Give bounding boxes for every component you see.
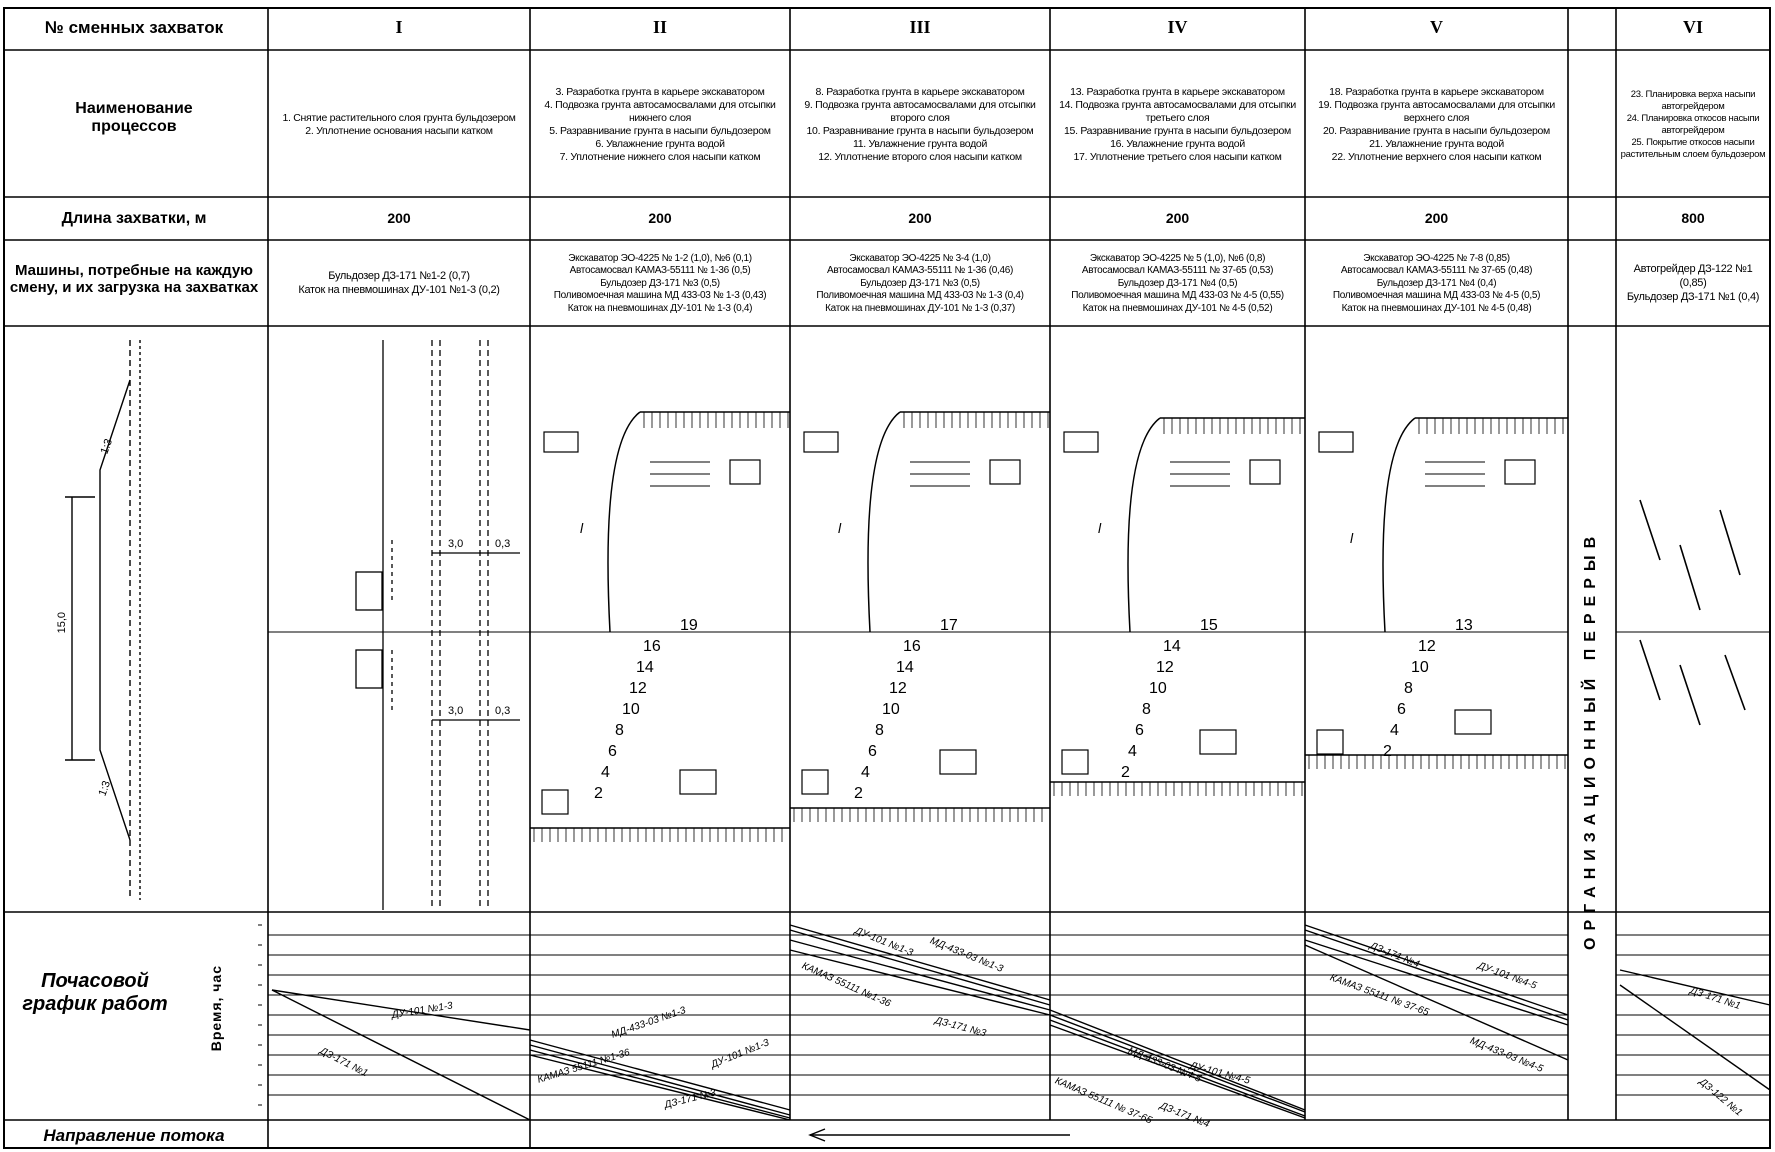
schedule-label: МД-433-03 №4-5 xyxy=(1468,1035,1545,1075)
pass-number: 12 xyxy=(1156,659,1174,676)
shift-number-1: I xyxy=(395,17,403,37)
shift-number-5: V xyxy=(1430,17,1443,37)
pass-number: 4 xyxy=(601,764,610,781)
shift-number-4: IV xyxy=(1167,17,1188,37)
dim-a-top: 3,0 xyxy=(448,538,464,550)
shift-number-2: II xyxy=(652,17,667,37)
pass-number: 2 xyxy=(1121,764,1130,781)
pass-number: 6 xyxy=(1397,701,1406,718)
schedule-label: МД-433-03 №4-5 xyxy=(1126,1045,1203,1085)
pass-number: 10 xyxy=(1149,680,1167,697)
roller-icon xyxy=(1455,710,1491,734)
excavator-icon xyxy=(730,460,760,484)
machine-item: Экскаватор ЭО-4225 № 5 (1,0), №6 (0,8) xyxy=(1089,252,1266,264)
processes-4 xyxy=(1054,56,1301,194)
process-item: 19. Подвозка грунта автосамосвалами для отсыпки верхнего слоя xyxy=(1318,98,1555,124)
schedule-label: ДЗ-171 №4 xyxy=(1368,940,1421,971)
process-item: 13. Разработка грунта в карьере экскаватором xyxy=(1070,85,1285,98)
ln-label: l xyxy=(580,520,584,536)
process-item: 17. Уплотнение третьего слоя насыпи катком xyxy=(1073,151,1282,164)
schedule-label: ДЗ-122 №1 xyxy=(1696,1076,1745,1119)
machine-item: Бульдозер ДЗ-171 №1-2 (0,7) xyxy=(328,270,470,283)
dim-b-top: 0,3 xyxy=(495,538,511,550)
pass-number: 2 xyxy=(594,785,603,802)
dump-truck-icon xyxy=(1319,432,1353,452)
machines-1 xyxy=(271,244,527,324)
process-item: 24. Планировка откосов насыпи автогрейдером xyxy=(1626,113,1760,136)
process-item: 3. Разработка грунта в карьере экскаватором xyxy=(555,85,765,98)
excavator-icon xyxy=(990,460,1020,484)
water-truck-icon xyxy=(542,790,568,814)
pass-number: 2 xyxy=(854,785,863,802)
pass-number: 8 xyxy=(1404,680,1413,697)
process-item: 2. Уплотнение основания насыпи катком xyxy=(305,125,493,137)
processes-1 xyxy=(272,56,526,194)
shift-number-3: III xyxy=(909,17,931,37)
header-shift-number: № сменных захваток xyxy=(44,18,224,37)
pass-number: 6 xyxy=(608,743,617,760)
pass-number: 16 xyxy=(643,638,661,655)
process-item: 9. Подвозка грунта автосамосвалами для отсыпки второго слоя xyxy=(804,98,1036,124)
process-item: 5. Разравнивание грунта в насыпи бульдозером xyxy=(549,125,771,137)
process-item: 18. Разработка грунта в карьере экскаватором xyxy=(1329,85,1544,98)
machines-4 xyxy=(1053,244,1302,324)
pass-number: 14 xyxy=(636,659,654,676)
dump-truck-icon xyxy=(1064,432,1098,452)
schedule-label: КАМАЗ 55111 № 37-65 xyxy=(1053,1075,1154,1127)
machines-6 xyxy=(1619,244,1767,324)
ln-label: l xyxy=(1350,530,1354,546)
pass-number: 12 xyxy=(889,680,907,697)
roller-icon xyxy=(1200,730,1236,754)
schedule-label: ДЗ-171 №1 xyxy=(317,1045,370,1080)
water-truck-icon xyxy=(1317,730,1343,754)
machine-item: Бульдозер ДЗ-171 №3 (0,5) xyxy=(860,277,980,289)
machine-item: Каток на пневмошинах ДУ-101 № 4-5 (0,52) xyxy=(1082,302,1273,314)
pass-number: 4 xyxy=(861,764,870,781)
pass-number: 10 xyxy=(882,701,900,718)
machine-item: Автосамосвал КАМАЗ-55111 № 1-36 (0,46) xyxy=(826,265,1014,277)
schedule-label: КАМАЗ 55111 № 37-65 xyxy=(1328,972,1431,1019)
header-hourly-schedule: Почасовой график работ xyxy=(22,970,168,1015)
pass-number: 17 xyxy=(940,617,958,634)
dump-truck-icon xyxy=(804,432,838,452)
length-4: 200 xyxy=(1165,210,1190,226)
pass-number: 4 xyxy=(1390,722,1399,739)
processes-5 xyxy=(1309,56,1564,194)
excavator-icon xyxy=(1505,460,1535,484)
process-item: 11. Увлажнение грунта водой xyxy=(852,138,988,151)
machine-item: Автосамосвал КАМАЗ-55111 № 1-36 (0,5) xyxy=(569,265,751,277)
pass-number: 8 xyxy=(1142,701,1151,718)
schedule-label: ДУ-101 №1-3 xyxy=(853,925,915,959)
pass-number: 6 xyxy=(868,743,877,760)
pass-number: 10 xyxy=(1411,659,1429,676)
schedule-lines xyxy=(272,925,1770,1141)
machines-3 xyxy=(793,244,1047,324)
schedule-label: КАМАЗ 55111 №1-36 xyxy=(800,960,893,1010)
pass-number: 8 xyxy=(615,722,624,739)
machine-item: Экскаватор ЭО-4225 № 1-2 (1,0), №6 (0,1) xyxy=(568,252,752,264)
length-3: 200 xyxy=(908,210,932,226)
process-item: 16. Увлажнение грунта водой xyxy=(1110,138,1245,151)
machine-item: Поливомоечная машина МД 433-03 № 1-3 (0,4) xyxy=(816,290,1024,302)
machine-item: Поливомоечная машина МД 433-03 № 1-3 (0,43) xyxy=(553,290,767,302)
machine-item: Каток на пневмошинах ДУ-101 № 1-3 (0,37) xyxy=(825,302,1015,314)
pass-number: 6 xyxy=(1135,722,1144,739)
process-item: 20. Разравнивание грунта в насыпи бульдозером xyxy=(1323,125,1550,137)
header-machines: Машины, потребные на каждую смену, и их загрузка на захватках xyxy=(9,262,259,296)
length-5: 200 xyxy=(1424,210,1449,226)
schedule-label: ДЗ-171 №4 xyxy=(1158,1100,1211,1131)
process-item: 6. Увлажнение грунта водой xyxy=(595,138,725,151)
column-i-plan xyxy=(356,340,520,910)
schedule-label: ДУ-101 №1-3 xyxy=(709,1037,771,1071)
process-item: 7. Уплотнение нижнего слоя насыпи катком xyxy=(559,151,761,164)
machine-item: Автосамосвал КАМАЗ-55111 № 37-65 (0,53) xyxy=(1081,265,1274,277)
schedule-label: МД-433-03 №1-3 xyxy=(928,935,1005,975)
machine-item: Поливомоечная машина МД 433-03 № 4-5 (0,5) xyxy=(1332,290,1541,302)
pass-number: 12 xyxy=(629,680,647,697)
pass-number: 8 xyxy=(875,722,884,739)
schedule-label: МД-433-03 №1-3 xyxy=(609,1004,688,1041)
water-truck-icon xyxy=(802,770,828,794)
dim-b-bottom: 0,3 xyxy=(495,705,511,717)
machine-item: Автосамосвал КАМАЗ-55111 № 37-65 (0,48) xyxy=(1340,265,1533,277)
process-item: 10. Разравнивание грунта в насыпи бульдозером xyxy=(806,125,1034,137)
machine-item: Каток на пневмошинах ДУ-101 №1-3 (0,2) xyxy=(298,284,500,296)
schedule-label: ДУ-101 №4-5 xyxy=(1476,960,1538,992)
water-truck-icon xyxy=(1062,750,1088,774)
schedule-label: КАМАЗ 55111 №1-36 xyxy=(536,1047,632,1086)
schedule-label: ДЗ-171 №3 xyxy=(663,1087,717,1111)
processes-6 xyxy=(1620,56,1766,194)
pass-number: 15 xyxy=(1200,617,1218,634)
schedule-label: ДЗ-171 №1 xyxy=(1688,985,1742,1012)
machine-item: Бульдозер ДЗ-171 №3 (0,5) xyxy=(600,277,720,289)
width-dimension-label: 15,0 xyxy=(56,612,68,634)
pass-number: 2 xyxy=(1383,743,1392,760)
pass-number: 14 xyxy=(1163,638,1181,655)
header-process-name: Наименование процессов xyxy=(75,100,193,135)
process-item: 4. Подвозка грунта автосамосвалами для отсыпки нижнего слоя xyxy=(544,98,776,124)
process-item: 14. Подвозка грунта автосамосвалами для отсыпки третьего слоя xyxy=(1059,98,1296,124)
ln-label: l xyxy=(1098,520,1102,536)
process-item: 8. Разработка грунта в карьере экскаватором xyxy=(815,85,1025,98)
break-label: ОРГАНИЗАЦИОННЫЙ ПЕРЕРЫВ xyxy=(1582,529,1599,950)
machine-item: Каток на пневмошинах ДУ-101 № 4-5 (0,48) xyxy=(1341,302,1532,314)
pass-number: 4 xyxy=(1128,743,1137,760)
process-item: 22. Уплотнение верхнего слоя насыпи катком xyxy=(1331,151,1542,164)
length-6: 800 xyxy=(1681,210,1705,226)
header-flow-direction: Направление потока xyxy=(43,1126,225,1145)
machine-item: Экскаватор ЭО-4225 № 3-4 (1,0) xyxy=(849,252,991,264)
roller-icon xyxy=(680,770,716,794)
machine-item: Экскаватор ЭО-4225 № 7-8 (0,85) xyxy=(1363,252,1510,264)
machine-item: Каток на пневмошинах ДУ-101 № 1-3 (0,4) xyxy=(567,302,753,314)
length-2: 200 xyxy=(648,210,672,226)
pass-number: 14 xyxy=(896,659,914,676)
pass-number: 13 xyxy=(1455,617,1473,634)
ln-label: l xyxy=(838,520,842,536)
cross-section xyxy=(65,340,140,900)
processes-2 xyxy=(534,56,786,194)
machines-2 xyxy=(533,244,787,324)
process-item: 1. Снятие растительного слоя грунта бульдозером xyxy=(282,111,516,124)
machine-item: Бульдозер ДЗ-171 №4 (0,5) xyxy=(1117,277,1238,289)
time-axis-label: Время, час xyxy=(208,965,224,1052)
process-item: 23. Планировка верха насыпи автогрейдером xyxy=(1630,89,1756,113)
excavator-icon xyxy=(1250,460,1280,484)
dim-a-bottom: 3,0 xyxy=(448,705,464,717)
machine-item: Бульдозер ДЗ-171 №4 (0,4) xyxy=(1376,277,1497,289)
process-item: 12. Уплотнение второго слоя насыпи катком xyxy=(818,151,1022,164)
pass-number: 10 xyxy=(622,701,640,718)
machine-item: Поливомоечная машина МД 433-03 № 4-5 (0,55) xyxy=(1071,290,1284,302)
process-item: 25. Покрытие откосов насыпи растительным слоем бульдозером xyxy=(1620,136,1766,160)
process-item: 21. Увлажнение грунта водой xyxy=(1369,138,1504,151)
header-length: Длина захватки, м xyxy=(61,210,207,227)
pass-number: 12 xyxy=(1418,638,1436,655)
pass-number: 16 xyxy=(903,638,921,655)
slope-bottom-label: 1:3 xyxy=(96,779,114,798)
shift-number-6: VI xyxy=(1682,17,1703,37)
machine-item: Автогрейдер ДЗ-122 №1 (0,85) xyxy=(1633,263,1753,290)
machines-5 xyxy=(1308,244,1565,324)
length-1: 200 xyxy=(387,210,411,226)
roller-icon xyxy=(940,750,976,774)
slope-top-label: 1:3 xyxy=(98,437,116,456)
schedule-label: ДУ-101 №1-3 xyxy=(391,1000,454,1021)
process-item: 15. Разравнивание грунта в насыпи бульдозером xyxy=(1064,125,1291,137)
schedule-label: ДЗ-171 №3 xyxy=(933,1015,988,1040)
machine-item: Бульдозер ДЗ-171 №1 (0,4) xyxy=(1626,290,1760,303)
dump-truck-icon xyxy=(544,432,578,452)
pass-number: 19 xyxy=(680,617,698,634)
processes-3 xyxy=(794,56,1046,194)
schedule-label: ДУ-101 №4-5 xyxy=(1188,1060,1252,1087)
